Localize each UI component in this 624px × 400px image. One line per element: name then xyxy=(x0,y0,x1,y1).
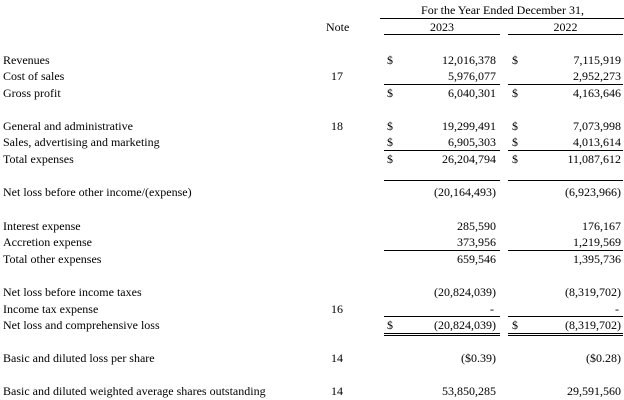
row-label-gross-profit: Gross profit xyxy=(3,86,61,100)
subtotal-rule xyxy=(508,150,623,151)
currency-symbol: $ xyxy=(387,119,393,133)
note-ref-cost-of-sales: 17 xyxy=(331,69,343,83)
year-2023-rule xyxy=(384,34,500,35)
row-label-income-tax-expense: Income tax expense xyxy=(3,302,99,316)
row-label-sales-marketing: Sales, advertising and marketing xyxy=(3,135,160,149)
row-label-revenues: Revenues xyxy=(3,53,50,67)
value-2023-weighted-shares: 53,850,285 xyxy=(442,384,496,398)
currency-symbol: $ xyxy=(512,152,518,166)
row-label-loss-per-share: Basic and diluted loss per share xyxy=(3,351,155,365)
year-2022-header: 2022 xyxy=(553,20,578,34)
subtotal-rule xyxy=(508,316,623,317)
double-rule-top xyxy=(384,333,500,334)
value-2022-gross-profit: 4,163,646 xyxy=(573,86,621,100)
row-label-net-loss-comprehensive: Net loss and comprehensive loss xyxy=(3,318,160,332)
row-label-net-loss-before-taxes: Net loss before income taxes xyxy=(3,285,142,299)
value-2022-sales-marketing: 4,013,614 xyxy=(573,135,621,149)
double-rule-top xyxy=(508,333,623,334)
value-2023-net-loss-before-taxes: (20,824,039) xyxy=(434,285,496,299)
value-2022-loss-per-share: ($0.28) xyxy=(586,351,621,365)
value-2023-total-other-expenses: 659,546 xyxy=(457,252,496,266)
value-2023-total-expenses: 26,204,794 xyxy=(442,152,496,166)
value-2022-net-loss-before-taxes: (8,319,702) xyxy=(565,285,621,299)
subtotal-rule xyxy=(508,250,623,251)
note-ref-loss-per-share: 14 xyxy=(331,351,343,365)
row-label-total-expenses: Total expenses xyxy=(3,152,74,166)
value-2022-interest-expense: 176,167 xyxy=(582,219,621,233)
value-2022-total-expenses: 11,087,612 xyxy=(567,152,621,166)
section-rule xyxy=(384,180,500,181)
value-2022-net-loss-comprehensive: (8,319,702) xyxy=(565,318,621,332)
double-rule-bottom xyxy=(508,335,623,336)
note-ref-weighted-shares: 14 xyxy=(331,384,343,398)
value-2023-accretion-expense: 373,956 xyxy=(457,235,496,249)
subtotal-rule xyxy=(384,150,500,151)
row-label-net-loss-before-other: Net loss before other income/(expense) xyxy=(3,185,192,199)
subtotal-rule xyxy=(384,250,500,251)
value-2023-net-loss-comprehensive: (20,824,039) xyxy=(434,318,496,332)
value-2022-income-tax: - xyxy=(615,302,619,316)
currency-symbol: $ xyxy=(512,135,518,149)
value-2022-cost-of-sales: 2,952,273 xyxy=(573,69,621,83)
note-ref-income-tax: 16 xyxy=(331,302,343,316)
period-header: For the Year Ended December 31, xyxy=(421,3,584,17)
value-2022-general-admin: 7,073,998 xyxy=(573,119,621,133)
header-rule xyxy=(380,18,624,19)
value-2023-revenues: 12,016,378 xyxy=(442,53,496,67)
value-2023-interest-expense: 285,590 xyxy=(457,219,496,233)
note-column-header: Note xyxy=(326,20,350,34)
subtotal-rule xyxy=(384,84,500,85)
row-label-accretion-expense: Accretion expense xyxy=(3,235,92,249)
subtotal-rule xyxy=(508,84,623,85)
currency-symbol: $ xyxy=(512,86,518,100)
value-2023-general-admin: 19,299,491 xyxy=(442,119,496,133)
year-2022-rule xyxy=(508,34,623,35)
subtotal-rule xyxy=(384,316,500,317)
currency-symbol: $ xyxy=(387,318,393,332)
value-2022-net-loss-before-other: (6,923,966) xyxy=(565,185,621,199)
row-label-weighted-shares: Basic and diluted weighted average shares outstanding xyxy=(3,384,266,398)
value-2022-total-other-expenses: 1,395,736 xyxy=(573,252,621,266)
row-label-cost-of-sales: Cost of sales xyxy=(3,69,65,83)
row-label-total-other-expenses: Total other expenses xyxy=(3,252,102,266)
value-2022-accretion-expense: 1,219,569 xyxy=(573,235,621,249)
value-2023-sales-marketing: 6,905,303 xyxy=(448,135,496,149)
row-label-interest-expense: Interest expense xyxy=(3,219,81,233)
currency-symbol: $ xyxy=(387,53,393,67)
value-2023-loss-per-share: ($0.39) xyxy=(461,351,496,365)
section-rule xyxy=(508,180,623,181)
currency-symbol: $ xyxy=(387,152,393,166)
currency-symbol: $ xyxy=(512,318,518,332)
value-2023-gross-profit: 6,040,301 xyxy=(448,86,496,100)
value-2023-net-loss-before-other: (20,164,493) xyxy=(434,185,496,199)
currency-symbol: $ xyxy=(512,119,518,133)
value-2022-revenues: 7,115,919 xyxy=(573,53,621,67)
year-2023-header: 2023 xyxy=(430,20,454,34)
value-2022-weighted-shares: 29,591,560 xyxy=(567,384,621,398)
value-2023-income-tax: - xyxy=(490,302,494,316)
currency-symbol: $ xyxy=(387,135,393,149)
value-2023-cost-of-sales: 5,976,077 xyxy=(448,69,496,83)
note-ref-general-admin: 18 xyxy=(331,119,343,133)
currency-symbol: $ xyxy=(387,86,393,100)
double-rule-bottom xyxy=(384,335,500,336)
currency-symbol: $ xyxy=(512,53,518,67)
row-label-general-admin: General and administrative xyxy=(3,119,133,133)
